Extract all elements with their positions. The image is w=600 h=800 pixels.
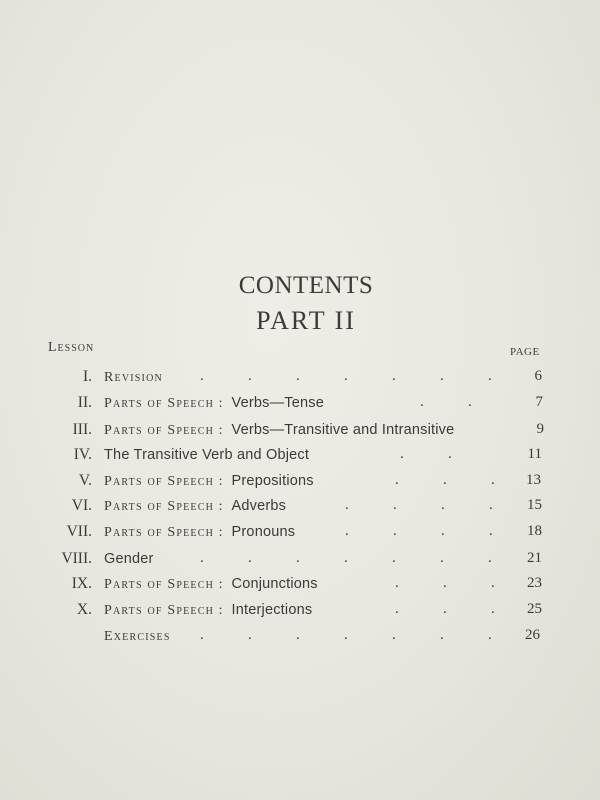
leader-dot: . [489, 497, 493, 513]
lesson-title [104, 575, 318, 593]
lesson-category: Parts of Speech : [104, 603, 224, 618]
page-number: 11 [527, 446, 542, 462]
leader-dot: . [200, 627, 204, 643]
lesson-title [104, 472, 314, 490]
toc-entry [0, 368, 600, 392]
lesson-title [104, 627, 171, 645]
page-number: 7 [535, 394, 543, 410]
leader-dot: . [392, 368, 396, 384]
leader-dot: . [395, 472, 399, 488]
leader-dot: . [448, 446, 452, 462]
leader-dot: . [400, 446, 404, 462]
leader-dot: . [344, 368, 348, 384]
leader-dot: . [488, 627, 492, 643]
lesson-topic: Conjunctions [231, 576, 318, 592]
leader-dot: . [248, 368, 252, 384]
leader-dot: . [344, 627, 348, 643]
leader-dot: . [440, 368, 444, 384]
leader-dot: . [248, 627, 252, 643]
toc-entry [0, 446, 600, 470]
leader-dot: . [440, 550, 444, 566]
lesson-number: VIII. [61, 550, 92, 567]
leader-dot: . [468, 394, 472, 410]
lesson-category: Parts of Speech : [104, 396, 224, 411]
lesson-category: Parts of Speech : [104, 499, 224, 514]
page-number: 6 [534, 368, 542, 384]
leader-dot: . [393, 523, 397, 539]
lesson-category: Parts of Speech : [104, 525, 224, 540]
lesson-topic: Pronouns [231, 524, 296, 540]
page-number: 15 [527, 497, 542, 513]
lesson-title [104, 421, 454, 439]
lesson-number: I. [82, 368, 92, 385]
page-number: 13 [526, 472, 541, 488]
lesson-category: Parts of Speech : [104, 423, 224, 438]
toc-entry [0, 627, 600, 651]
leader-dot: . [491, 472, 495, 488]
lesson-number: II. [77, 394, 92, 411]
lesson-number: VII. [66, 523, 92, 540]
leader-dot: . [393, 497, 397, 513]
leader-dot: . [345, 497, 349, 513]
leader-dot: . [392, 627, 396, 643]
lesson-category: Parts of Speech : [104, 577, 224, 592]
leader-dot: . [344, 550, 348, 566]
toc-entry [0, 523, 600, 547]
lesson-topic: Verbs—Transitive and Intransitive [231, 422, 455, 438]
page-number: 18 [527, 523, 542, 539]
toc-entry [0, 575, 600, 599]
leader-dot: . [443, 601, 447, 617]
leader-dot: . [489, 523, 493, 539]
lesson-topic: The Transitive Verb and Object [104, 447, 310, 463]
lesson-number: VI. [71, 497, 92, 514]
lesson-title [104, 601, 312, 619]
lesson-number: III. [72, 421, 92, 438]
contents-title: CONTENTS [238, 272, 374, 299]
leader-dot: . [488, 550, 492, 566]
lesson-topic: Verbs—Tense [231, 395, 325, 411]
leader-dot: . [395, 601, 399, 617]
leader-dot: . [345, 523, 349, 539]
leader-dot: . [296, 627, 300, 643]
leader-dot: . [296, 368, 300, 384]
leader-dot: . [395, 575, 399, 591]
lesson-title [104, 368, 163, 386]
lesson-title [104, 550, 154, 568]
lesson-title [104, 497, 286, 515]
page-column-header: PAGE [510, 346, 540, 358]
toc-entry [0, 550, 600, 574]
leader-dot: . [441, 497, 445, 513]
page-number: 21 [527, 550, 542, 566]
lesson-topic: Prepositions [231, 473, 314, 489]
lesson-number: IV. [73, 446, 92, 463]
page-number: 26 [525, 627, 540, 643]
leader-dot: . [248, 550, 252, 566]
lesson-category: Parts of Speech : [104, 474, 224, 489]
leader-dot: . [488, 368, 492, 384]
lesson-topic: Interjections [231, 602, 313, 618]
leader-dot: . [392, 550, 396, 566]
lesson-topic: Adverbs [231, 498, 287, 514]
toc-entry [0, 497, 600, 521]
leader-dot: . [441, 523, 445, 539]
leader-dot: . [443, 472, 447, 488]
page-number: 23 [527, 575, 542, 591]
toc-entry [0, 472, 600, 496]
lesson-category: Exercises [104, 629, 171, 644]
leader-dot: . [491, 601, 495, 617]
toc-entry [0, 394, 600, 418]
part-title: PART II [256, 306, 356, 335]
lesson-number: V. [78, 472, 92, 489]
lesson-column-header: Lesson [48, 340, 95, 355]
leader-dot: . [440, 627, 444, 643]
leader-dot: . [420, 394, 424, 410]
leader-dot: . [296, 550, 300, 566]
lesson-number: X. [76, 601, 92, 618]
toc-entry [0, 421, 600, 445]
lesson-topic: Gender [104, 551, 154, 567]
leader-dot: . [443, 575, 447, 591]
lesson-number: IX. [71, 575, 92, 592]
lesson-title [104, 523, 295, 541]
lesson-title [104, 446, 309, 464]
lesson-title [104, 394, 324, 412]
lesson-category: Revision [104, 370, 163, 385]
toc-entry [0, 601, 600, 625]
leader-dot: . [200, 368, 204, 384]
leader-dot: . [491, 575, 495, 591]
page-number: 9 [536, 421, 544, 437]
page-number: 25 [527, 601, 542, 617]
leader-dot: . [200, 550, 204, 566]
